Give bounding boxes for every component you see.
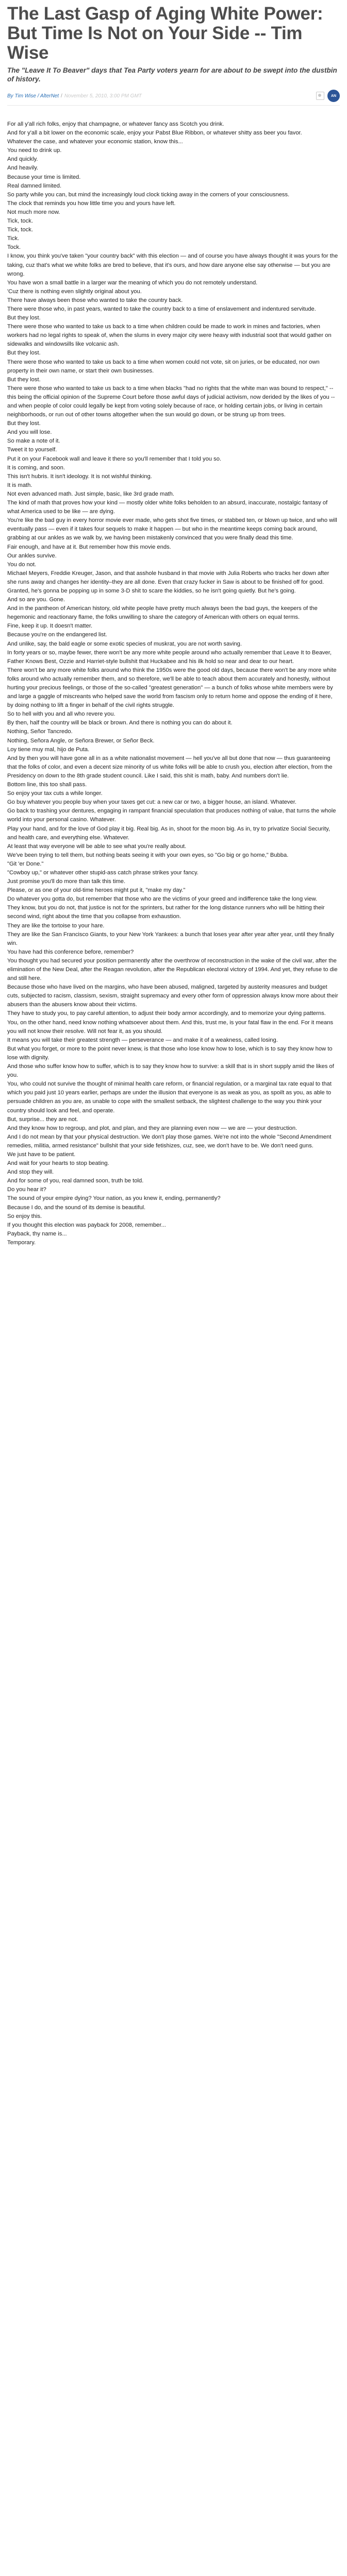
article-paragraph: By then, half the country will be black or brown. And there is nothing you can do about it.: [7, 720, 233, 726]
article-paragraph: I know, you think you've taken "your country back" with this election — and of course you have always thought it was yours for the taking, cuz that's what we white folks are bred to believe, that it's ours, and how dare anyone else say otherwise — but you are wrong.: [7, 253, 338, 277]
article-paragraph: Tick, tock.: [7, 218, 33, 225]
article-paragraph: Do you hear it?: [7, 1187, 46, 1193]
author-link[interactable]: By Tim Wise / AlterNet: [7, 93, 59, 99]
article-paragraph: Whatever the case, and whatever your economic station, know this...: [7, 139, 183, 145]
byline-right: [316, 90, 340, 102]
article-paragraph: Not even advanced math. Just simple, basic, like 3rd grade math.: [7, 490, 174, 497]
article-paragraph: So party while you can, but mind the increasingly loud clock ticking away in the corners of your consciousness.: [7, 191, 290, 198]
article-paragraph: Tweet it to yourself.: [7, 447, 57, 453]
article-paragraph: There were those who wanted to take us back to a time when children could be made to work in mines and factories, when workers had no legal rights to speak of, when the slums in every major city were heavy with industrial soot that would gather on sidewalks and windowsills like volcanic ash.: [7, 324, 332, 348]
article-paragraph: You're like the bad guy in every horror movie ever made, who gets shot five times, or stabbed ten, or blown up twice, and who will eventually pass — even if it takes four sequels to make it happen — but who in the meantime keeps coming back around, grabbing at our ankles as we walk by, we having been mistakenly convinced that you were finally dead this time.: [7, 517, 337, 541]
article-paragraph: Not much more now.: [7, 209, 60, 215]
article-paragraph: And heavily.: [7, 165, 39, 172]
article-paragraph: You have won a small battle in a larger war the meaning of which you do not remotely understand.: [7, 279, 258, 286]
share-icon[interactable]: [316, 92, 324, 100]
article-title: The Last Gasp of Aging White Power: But Time Is Not on Your Side -- Tim Wise: [7, 4, 323, 63]
article-paragraph: Loy tiene muy mal, hijo de Puta.: [7, 746, 90, 753]
article-paragraph: In forty years or so, maybe fewer, there won't be any more white people around who actually remember that Leave It to Beaver, Father Knows Best, Ozzie and Harriet-style bullshit that Huckabee and his ilk hold so near and dear to our heart.: [7, 649, 332, 665]
article-paragraph: Because those who have lived on the margins, who have been abused, maligned, targeted by austerity measures and budget cuts, subjected to racism, classism, sexism, straight supremacy and every other form of oppression always know more about their abusers than the abusers know about their victims.: [7, 984, 338, 1008]
article-paragraph: You need to drink up.: [7, 147, 62, 154]
alternet-badge-icon[interactable]: AN: [327, 90, 340, 102]
article-paragraph: And unlike, say, the bald eagle or some exotic species of muskrat, you are not worth saving.: [7, 640, 242, 647]
article-paragraph: There have always been those who wanted to take the country back.: [7, 297, 183, 303]
article-paragraph: The kind of math that proves how your kind — mostly older white folks beholden to an absurd, inaccurate, nostalgic fantasy of what America used to be like — are dying.: [7, 500, 328, 515]
article-paragraph: And quickly.: [7, 156, 38, 163]
article-paragraph: And you will lose.: [7, 429, 52, 436]
article-paragraph: 'Cuz there is nothing even slightly original about you.: [7, 288, 142, 295]
article-paragraph: And by then you will have gone all in as a white nationalist movement — hell you've all but done that now — thus guaranteeing that the folks of color, and even a decent size minority of us white folks will be able to crush you, election after election, from the Presidency on down to the 8th grade student council. Like I said, this shit is math, baby. And numbers don't lie.: [7, 755, 333, 779]
article-paragraph: Play your hand, and for the love of God play it big. Real big. As in, shoot for the moon big. As in, try to privatize Social Security, and health care, and everything else. Whatever.: [7, 825, 331, 841]
article-paragraph: This isn't hubris. It isn't ideology. It is not wishful thinking.: [7, 473, 152, 480]
article-paragraph: Because you're on the endangered list.: [7, 632, 107, 638]
article-paragraph: Tick.: [7, 235, 20, 242]
article-paragraph: And in the pantheon of American history, old white people have pretty much always been the bad guys, the keepers of the hegemonic and reactionary flame, the folks unwilling to share the category of American with others on equal terms.: [7, 605, 318, 621]
article-paragraph: "Cowboy up," or whatever other stupid-ass catch phrase strikes your fancy.: [7, 869, 199, 876]
article-page: [0, 0, 347, 1258]
article-paragraph: Because I do, and the sound of its demise is beautiful.: [7, 1204, 146, 1211]
article-paragraph: And so are you. Gone.: [7, 597, 65, 603]
article-paragraph: You do not.: [7, 561, 37, 568]
article-paragraph: Bottom line, this too shall pass.: [7, 782, 87, 788]
article-paragraph: There won't be any more white folks around who think the 1950s were the good old days, because there won't be any more white folks around who actually remember them, and so therefore, we'll be able to teach about them accurately and honestly, without hurting your precious feelings, or those of the so-called "greatest generation" — a bunch of folks whose white members were by and large a gaggle of miscreants who helped save the world from fascism only to return home and oppose the ending of it here, by doing nothing to lift a finger in behalf of the civil rights struggle.: [7, 667, 337, 709]
article-paragraph: Just promise you'll do more than talk this time.: [7, 878, 126, 885]
byline: [7, 90, 340, 106]
article-paragraph: But they lost.: [7, 376, 41, 383]
article-paragraph: Go back to trashing your dentures, engaging in rampant financial speculation that produces nothing of value, that turns the whole world into your personal casino. Whatever.: [7, 808, 336, 823]
article-paragraph: There were those who, in past years, wanted to take the country back to a time of enslavement and indentured servitude.: [7, 306, 316, 312]
article-paragraph: We've been trying to tell them, but nothing beats seeing it with your own eyes, so "Go big or go home," Bubba.: [7, 852, 289, 858]
article-paragraph: And wait for your hearts to stop beating.: [7, 1160, 109, 1167]
article-paragraph: Tock.: [7, 244, 21, 251]
article-body: [7, 120, 340, 1247]
article-paragraph: Temporary.: [7, 1239, 36, 1246]
article-paragraph: And for some of you, real damned soon, truth be told.: [7, 1178, 144, 1184]
article-paragraph: And they know how to regroup, and plot, and plan, and they are planning even now — we are — your destruction.: [7, 1125, 298, 1131]
byline-left: [7, 93, 142, 99]
article-paragraph: So to hell with you and all who revere you.: [7, 711, 115, 718]
article-paragraph: They are like the tortoise to your hare.: [7, 922, 105, 929]
article-paragraph: The clock that reminds you how little time you and yours have left.: [7, 200, 176, 207]
article-paragraph: Do whatever you gotta do, but remember that those who are the victims of your greed and indifference take the long view.: [7, 896, 318, 903]
article-paragraph: "Git 'er Done.": [7, 860, 44, 867]
article-paragraph: Nothing, Señor Tancredo.: [7, 728, 73, 735]
article-paragraph: Because your time is limited.: [7, 174, 81, 180]
article-paragraph: It means you will take their greatest strength — perseverance — and make it of a weakness, called losing.: [7, 1037, 278, 1043]
article-paragraph: And those who suffer know how to suffer, which is to say they know how to survive: a skill that is in short supply amid the likes of you.: [7, 1063, 334, 1079]
article-paragraph: But they lost.: [7, 420, 41, 427]
article-paragraph: Real damned limited.: [7, 182, 62, 189]
article-paragraph: Michael Meyers, Freddie Kreuger, Jason, and that asshole husband in that movie with Julia Roberts who tracks her down after she runs away and changes her identity–they are all done. Even that crazy fucker in Saw is about to be finished off for good. Granted, he's gonna be popping up in some 3-D shit to scare the kiddies, so he isn't going quietly. But he's going.: [7, 570, 329, 594]
article-paragraph: There were those who wanted to take us back to a time when women could not vote, sit on juries, or be educated, nor own property in their own name, or start their own businesses.: [7, 359, 320, 374]
article-paragraph: If you thought this election was payback for 2008, remember...: [7, 1222, 166, 1228]
article-paragraph: Nothing, Señora Angle, or Señora Brewer, or Señor Beck.: [7, 737, 155, 744]
byline-separator: /: [61, 93, 62, 99]
article-paragraph: So make a note of it.: [7, 438, 60, 445]
article-paragraph: We just have to be patient.: [7, 1151, 76, 1158]
article-paragraph: You, who could not survive the thought of minimal health care reform, or financial regulation, or a marginal tax rate equal to that which you paid just 10 years earlier, perhaps are under the illusion that everyone is as weak as you, as spoilt as you, as able to persuade children as you are, as unable to cope with the smallest setback, the slightest challenge to the way you think your country should look and feel, and operate.: [7, 1081, 332, 1114]
article-paragraph: Please, or as one of your old-time heroes might put it, "make my day.": [7, 887, 186, 894]
article-paragraph: But what you forget, or more to the point never knew, is that those who lose know how to lose, which is to say they know how to lose with dignity.: [7, 1045, 333, 1061]
article-paragraph: They are like the San Francisco Giants, to your New York Yankees: a bunch that loses year after year after year, until they finally win.: [7, 931, 334, 946]
article-paragraph: They know, but you do not, that justice is not for the sprinters, but rather for the long distance runners who will be hitting their second wind, right about the time that you collapse from exhaustion.: [7, 905, 325, 920]
article-subtitle: The "Leave It To Beaver" days that Tea Party voters yearn for are about to be swept into the dustbin of history.: [7, 66, 337, 83]
article-paragraph: Tick, tock.: [7, 227, 33, 233]
article-paragraph: Put it on your Facebook wall and leave it there so you'll remember that I told you so.: [7, 455, 222, 462]
article-paragraph: You, on the other hand, need know nothing whatsoever about them. And this, trust me, is your fatal flaw in the end. For it means you will not know their resolve. Will not fear it, as you should.: [7, 1019, 334, 1035]
article-paragraph: There were those who wanted to take us back to a time when blacks "had no rights that the white man was bound to respect," -- this being the official opinion of the Supreme Court before those awful days of judicial activism, now derided by the likes of you -- and when people of color could legally be kept from voting solely because of race, or holding certain jobs, or living in certain neighborhoods, or run out of other towns altogether when the sun would go down, or be strung up from trees.: [7, 385, 335, 418]
article-paragraph: But they lost.: [7, 315, 41, 321]
article-paragraph: So enjoy your tax cuts a while longer.: [7, 790, 103, 797]
article-paragraph: But they lost.: [7, 350, 41, 357]
article-paragraph: So enjoy this.: [7, 1213, 42, 1219]
article-paragraph: At least that way everyone will be able to see what you're really about.: [7, 843, 187, 850]
article-paragraph: It is coming, and soon.: [7, 464, 65, 471]
article-paragraph: And for y'all a bit lower on the economic scale, enjoy your Pabst Blue Ribbon, or whatever shitty ass beer you favor.: [7, 130, 302, 137]
article-paragraph: Fair enough, and have at it. But remember how this movie ends.: [7, 544, 171, 550]
article-paragraph: For all y'all rich folks, enjoy that champagne, or whatever fancy ass Scotch you drink.: [7, 121, 224, 127]
article-paragraph: Fine, keep it up. It doesn't matter.: [7, 623, 93, 630]
article-paragraph: But, surprise... they are not.: [7, 1116, 78, 1123]
article-paragraph: You have had this conference before, remember?: [7, 948, 134, 955]
article-paragraph: Our ankles survive.: [7, 552, 57, 559]
article-paragraph: The sound of your empire dying? Your nation, as you knew it, ending, permanently?: [7, 1195, 221, 1202]
article-paragraph: And stop they will.: [7, 1169, 54, 1176]
article-paragraph: And I do not mean by that your physical destruction. We don't play those games. We're not into the whole "Second Amendment remedies, militia, armed resistance" bullshit that your side fetishizes, cuz, see, we don't have to be. We don't need guns.: [7, 1133, 332, 1149]
article-paragraph: They have to study you, to pay careful attention, to adjust their body armor accordingly, and to memorize your dying patterns.: [7, 1010, 326, 1017]
publish-date: November 5, 2010, 3:00 PM GMT: [64, 93, 142, 99]
article-paragraph: It is math.: [7, 482, 32, 488]
article-paragraph: Go buy whatever you people buy when your taxes get cut: a new car or two, a bigger house, an island. Whatever.: [7, 799, 296, 806]
article-paragraph: Payback, thy name is...: [7, 1230, 67, 1237]
article-paragraph: You thought you had secured your position permanently after the overthrow of reconstruction in the wake of the civil war, after the elimination of the New Deal, after the Reagan revolution, after the Republican electoral victory of 1994. And yet, they refuse to die and still here.: [7, 957, 338, 982]
